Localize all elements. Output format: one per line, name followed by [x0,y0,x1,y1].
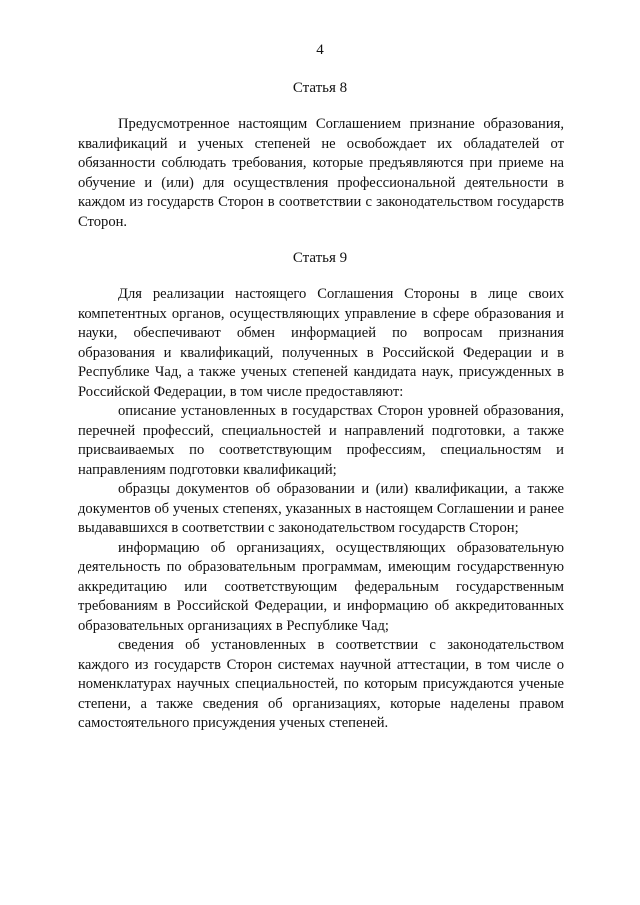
article-8-body [78,115,564,232]
page-number: 4 [316,42,324,58]
article-9-paragraph: информацию об организациях, осуществляющих образовательную деятельность по образовательным программам, имеющим государственную аккредитацию или соответствующим федеральным государственным требованиям в Российской Федерации, и информацию об аккредитованных образовательных организациях в Республике Чад; [78,539,564,634]
article-9-title: Статья 9 [292,250,348,266]
article-9-paragraph: описание установленных в государствах Сторон уровней образования, перечней профессий, специальностей и направлений подготовки, а также присваиваемых по соответствующим профессиям, специальностям и направлениям подготовки квалификаций; [78,403,564,478]
article-9-paragraph: Для реализации настоящего Соглашения Стороны в лице своих компетентных органов, осуществляющих управление в сфере образования и науки, обеспечивают обмен информацией по вопросам признания образования и квалификаций, полученных в Российской Федерации и в Республике Чад, а также ученых степеней кандидата наук, присужденных в Российской Федерации, в том числе предоставляют: [78,286,564,400]
article-9-paragraph: образцы документов об образовании и (или) квалификации, а также документов об ученых степенях, указанных в настоящем Соглашении и ранее выдававшихся в соответствии с законодательством государств Сторон; [78,481,564,536]
article-9-body [78,285,564,734]
article-9-paragraph: сведения об установленных в соответствии с законодательством каждого из государств Сторон системах научной аттестации, в том числе о номенклатурах научных специальностей, по которым присуждаются ученые степени, а также сведения об организациях, которые наделены правом самостоятельного присуждения ученых степеней. [78,637,564,731]
article-8-title: Статья 8 [292,80,348,96]
article-8-paragraph: Предусмотренное настоящим Соглашением признание образования, квалификаций и ученых степеней не освобождает их обладателей от обязанности соблюдать требования, которые предъявляются при приеме на обучение и (или) для осуществления профессиональной деятельности в каждом из государств Сторон в соответствии с законодательством государств Сторон. [78,116,564,230]
